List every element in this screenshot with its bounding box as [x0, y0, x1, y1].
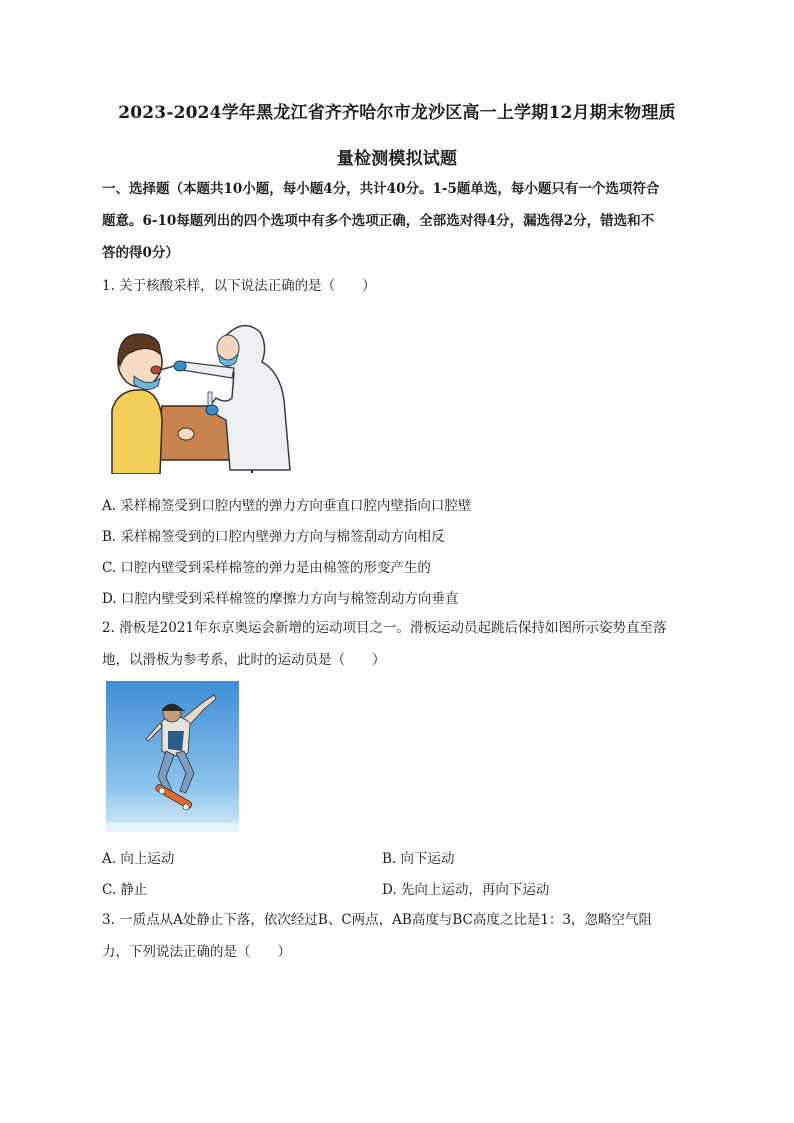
- section-instructions-line: 答的得0分）: [102, 245, 179, 261]
- skateboarder-photo: [106, 681, 239, 832]
- q1-option-c: C. 口腔内壁受到采样棉签的弹力是由棉签的形变产生的: [102, 560, 431, 576]
- q2-option-b: B. 向下运动: [382, 851, 455, 867]
- q1-option-d: D. 口腔内壁受到采样棉签的摩擦力方向与棉签刮动方向垂直: [102, 591, 459, 607]
- section-instructions-line: 一、选择题（本题共10小题，每小题4分，共计40分。1-5题单选，每小题只有一个选项符合: [102, 181, 660, 197]
- q2-option-a: A. 向上运动: [102, 851, 175, 867]
- q2-option-d: D. 先向上运动，再向下运动: [382, 882, 550, 898]
- q2-stem: [102, 612, 702, 676]
- q3-stem: [102, 904, 702, 968]
- q2-stem-line: 2. 滑板是2021年东京奥运会新增的运动项目之一。滑板运动员起跳后保持如图所示姿势直至落: [102, 620, 667, 636]
- q2-stem-line: 地，以滑板为参考系，此时的运动员是（ ）: [102, 652, 386, 668]
- exam-title-line2: 量检测模拟试题: [336, 149, 458, 169]
- q1-option-a: A. 采样棉签受到口腔内壁的弹力方向垂直口腔内壁指向口腔壁: [102, 498, 472, 514]
- section-instructions-line: 题意。6-10每题列出的四个选项中有多个选项正确，全部选对得4分，漏选得2分，错选和不: [102, 213, 655, 229]
- section-instructions: [102, 173, 702, 269]
- q1-option-b: B. 采样棉签受到的口腔内壁弹力方向与棉签刮动方向相反: [102, 529, 445, 545]
- nucleic-acid-sampling-illustration: [104, 310, 300, 474]
- q3-stem-line: 3. 一质点从A处静止下落，依次经过B、C两点，AB高度与BC高度之比是1：3，忽略空气阻: [102, 912, 653, 928]
- q2-option-c: C. 静止: [102, 882, 148, 898]
- q3-stem-line: 力，下列说法正确的是（ ）: [102, 944, 291, 960]
- exam-title-line1: 2023-2024学年黑龙江省齐齐哈尔市龙沙区高一上学期12月期末物理质: [118, 103, 676, 123]
- q1-stem: 1. 关于核酸采样，以下说法正确的是（ ）: [102, 278, 376, 294]
